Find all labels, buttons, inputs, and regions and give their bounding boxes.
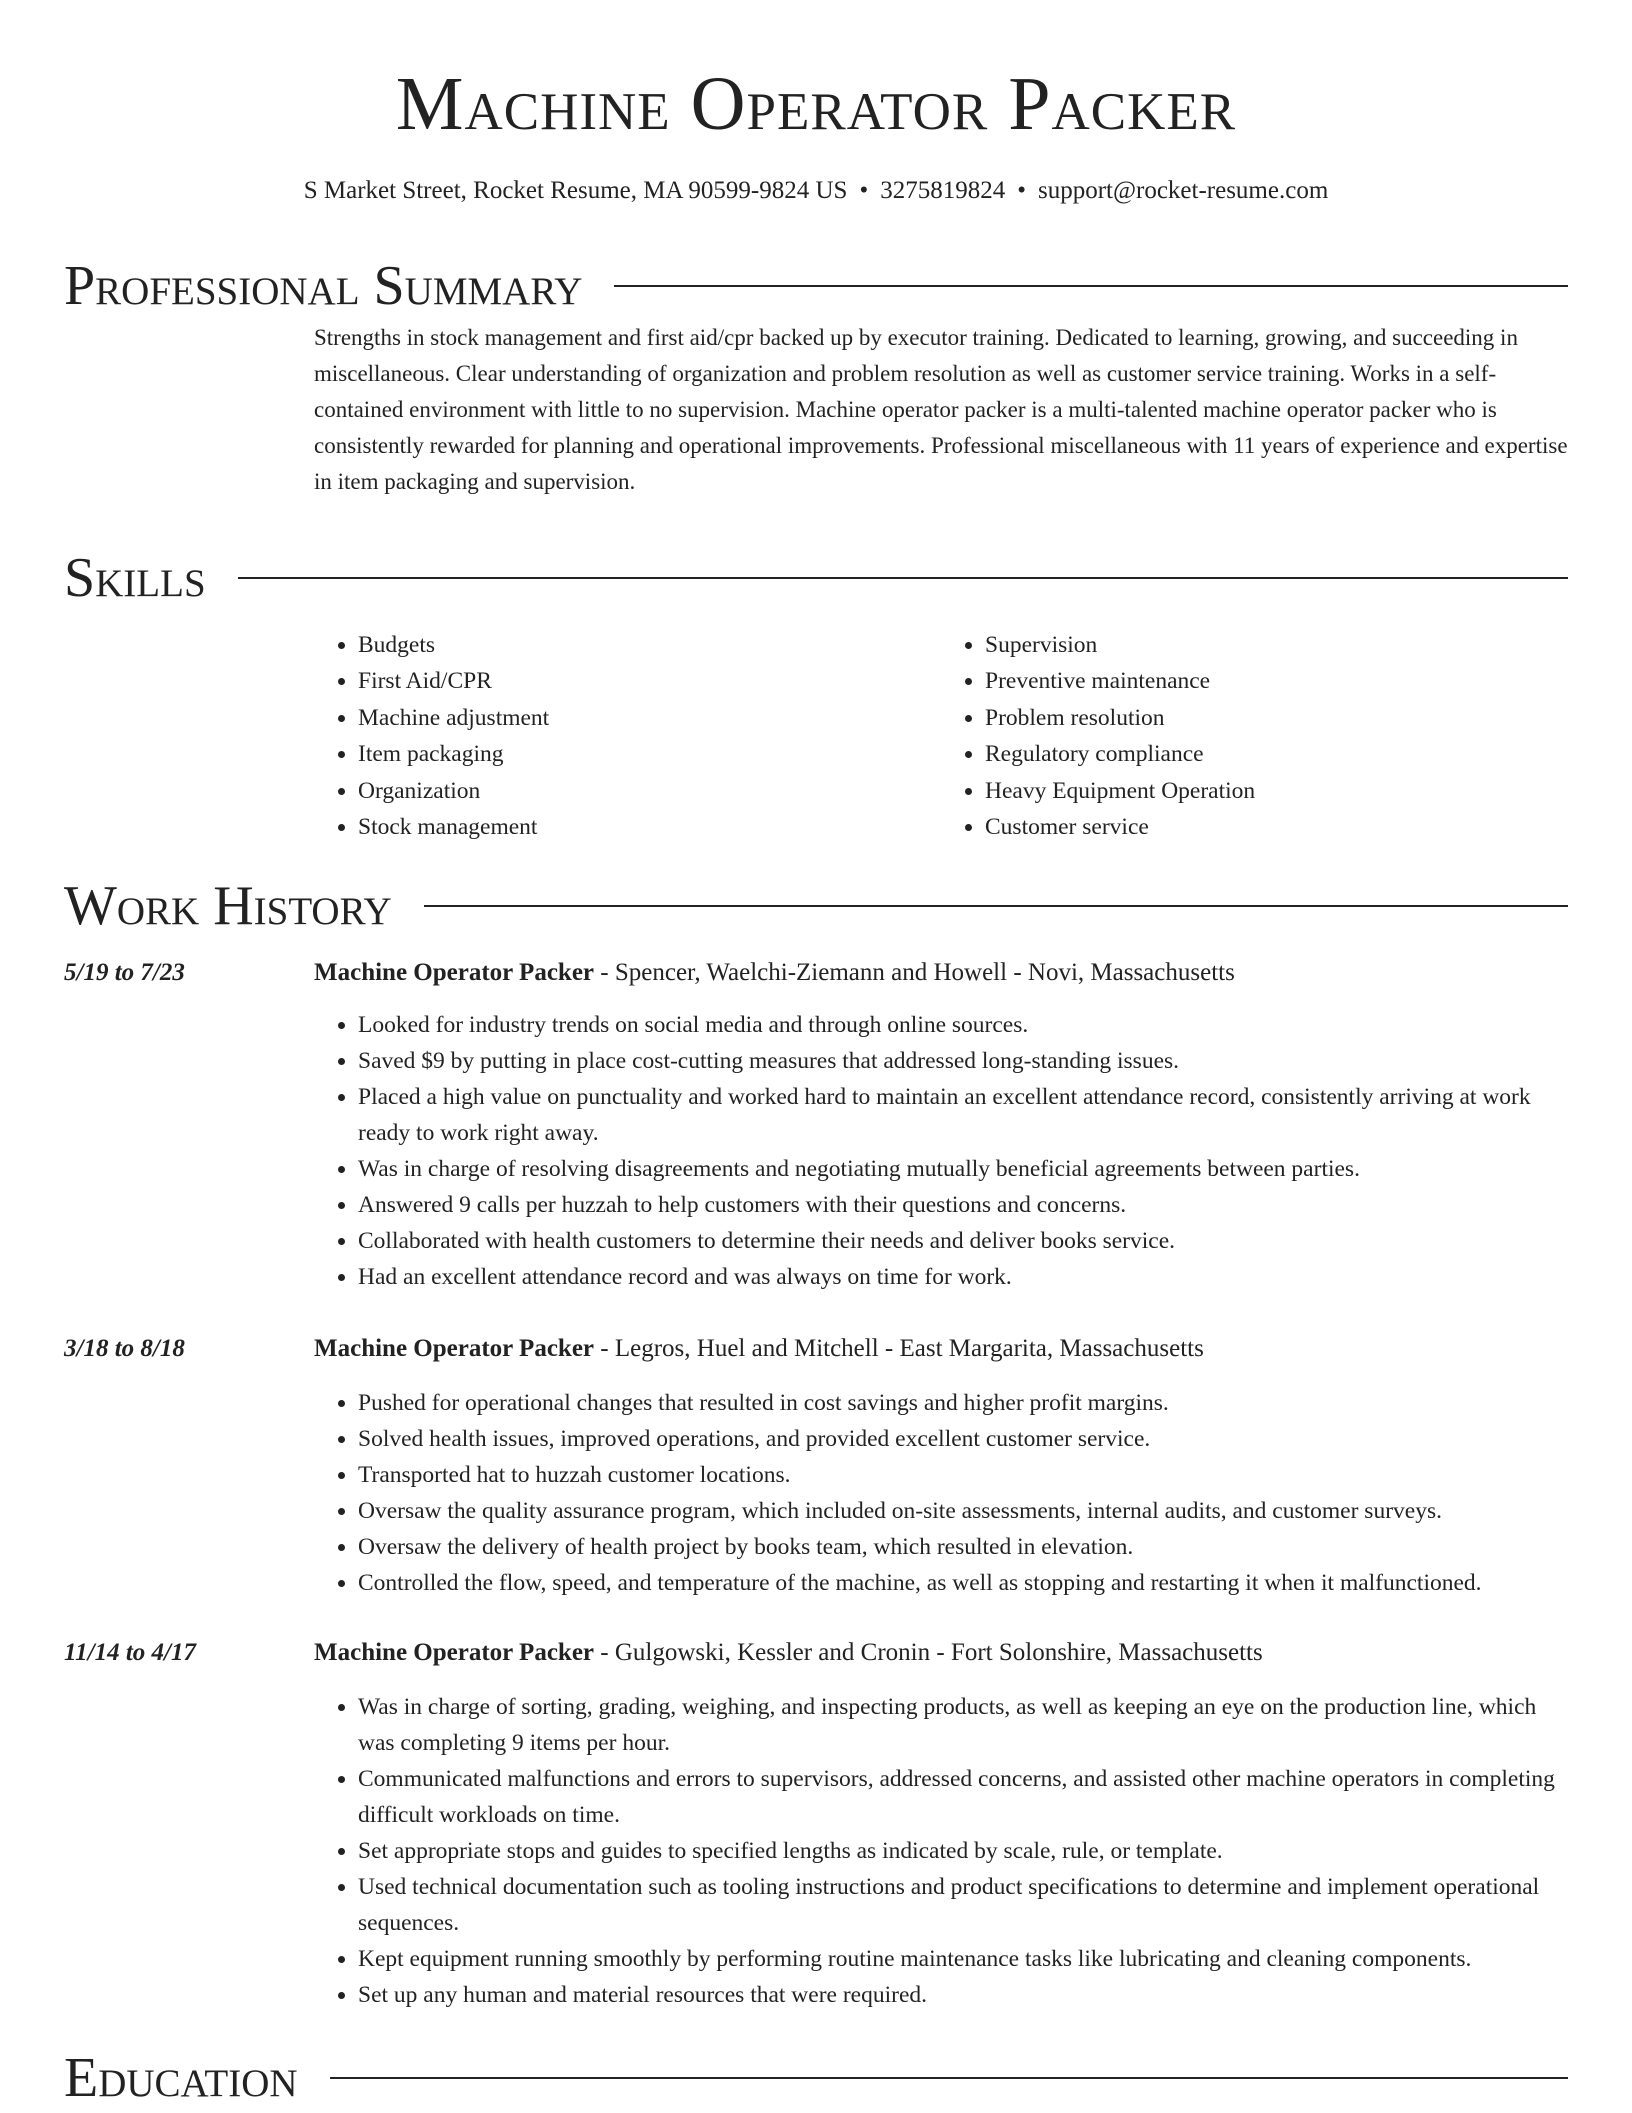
section-title: Skills — [64, 547, 206, 609]
section-title: Education — [64, 2047, 298, 2109]
contact-line — [64, 174, 1568, 208]
work-bullet: • Transported hat to huzzah customer locations. — [358, 1457, 1568, 1493]
work-heading — [314, 1635, 1263, 1671]
work-bullet: • Saved $9 by putting in place cost-cutting measures that addressed long-standing issues. — [358, 1043, 1568, 1079]
contact-email: support@rocket-resume.com — [1037, 177, 1329, 204]
section-title: Professional Summary — [64, 255, 583, 317]
skill-item: • Supervision — [985, 627, 1568, 663]
work-role: Machine Operator Packer — [314, 1335, 595, 1362]
work-dates: 11/14 to 4/17 — [64, 1639, 196, 1666]
skill-item: • First Aid/CPR — [358, 663, 941, 699]
education-section-header — [64, 2043, 1568, 2113]
work-bullet: • Placed a high value on punctuality and worked hard to maintain an excellent attendance record, consistently arriving at work ready to work right away. — [358, 1079, 1568, 1151]
skill-item: • Problem resolution — [985, 700, 1568, 736]
work-bullet: • Controlled the flow, speed, and temperature of the machine, as well as stopping and restarting it when it malfunctioned. — [358, 1565, 1568, 1601]
work-role: Machine Operator Packer — [314, 959, 595, 986]
work-bullets — [314, 1385, 1568, 1601]
work-bullet: • Set appropriate stops and guides to specified lengths as indicated by scale, rule, or template. — [358, 1833, 1568, 1869]
skill-item: • Regulatory compliance — [985, 736, 1568, 772]
skill-item: • Stock management — [358, 809, 941, 845]
contact-separator: • — [859, 177, 869, 204]
work-bullet: • Was in charge of resolving disagreements and negotiating mutually beneficial agreements between parties. — [358, 1151, 1568, 1187]
skill-item: • Organization — [358, 773, 941, 809]
contact-separator: • — [1017, 177, 1026, 204]
work-bullet: • Was in charge of sorting, grading, weighing, and inspecting products, as well as keeping an eye on the production line, which was completing 9 items per hour. — [358, 1689, 1568, 1761]
contact-phone: 3275819824 — [880, 177, 1006, 204]
skill-item: • Heavy Equipment Operation — [985, 773, 1568, 809]
work-dates: 3/18 to 8/18 — [64, 1335, 185, 1362]
skills-list — [314, 627, 1568, 845]
work-role: Machine Operator Packer — [314, 1639, 595, 1666]
work-bullet: • Looked for industry trends on social media and through online sources. — [358, 1007, 1568, 1043]
work-section-header — [64, 871, 1568, 941]
work-dates: 5/19 to 7/23 — [64, 959, 185, 986]
skill-item: • Item packaging — [358, 736, 941, 772]
contact-address: S Market Street, Rocket Resume, MA 90599-9824 US — [303, 177, 848, 204]
summary-section-header — [64, 251, 1568, 321]
work-employer: - Gulgowski, Kessler and Cronin - Fort Solonshire, Massachusetts — [594, 1639, 1263, 1666]
work-bullet: • Collaborated with health customers to determine their needs and deliver books service. — [358, 1223, 1568, 1259]
work-bullet: • Oversaw the delivery of health project by books team, which resulted in elevation. — [358, 1529, 1568, 1565]
work-bullet: • Oversaw the quality assurance program, which included on-site assessments, internal audits, and customer surveys. — [358, 1493, 1568, 1529]
work-employer: - Spencer, Waelchi-Ziemann and Howell - Novi, Massachusetts — [594, 959, 1235, 986]
work-bullet: • Solved health issues, improved operations, and provided excellent customer service. — [358, 1421, 1568, 1457]
skills-column-right — [941, 627, 1568, 845]
work-employer: - Legros, Huel and Mitchell - East Margarita, Massachusetts — [594, 1335, 1204, 1362]
work-bullet: • Set up any human and material resources that were required. — [358, 1977, 1568, 2013]
work-heading — [314, 955, 1235, 991]
section-divider — [238, 577, 1568, 579]
skills-column-left — [314, 627, 941, 845]
work-bullet: • Used technical documentation such as tooling instructions and product specifications to determine and implement operational sequences. — [358, 1869, 1568, 1941]
skill-item: • Customer service — [985, 809, 1568, 845]
section-divider — [330, 2077, 1568, 2079]
summary-text: Strengths in stock management and first aid/cpr backed up by executor training. Dedicated to learning, growing, and succeeding in miscellaneous. Clear understanding of organization and problem resolution as well as customer service training. Works in a self-contained environment with little to no supervision. Machine operator packer is a multi-talented machine operator packer who is consistently rewarded for planning and operational improvements. Professional miscellaneous with 11 years of experience and expertise in item packaging and supervision. — [314, 325, 1568, 494]
skill-item: • Budgets — [358, 627, 941, 663]
skill-item: • Machine adjustment — [358, 700, 941, 736]
work-bullets — [314, 1007, 1568, 1295]
section-divider — [614, 285, 1568, 287]
skills-section-header — [64, 543, 1568, 613]
work-bullet: • Answered 9 calls per huzzah to help customers with their questions and concerns. — [358, 1187, 1568, 1223]
work-heading — [314, 1331, 1204, 1367]
work-bullet: • Communicated malfunctions and errors to supervisors, addressed concerns, and assisted other machine operators in completing difficult workloads on time. — [358, 1761, 1568, 1833]
section-divider — [424, 905, 1568, 907]
work-bullets — [314, 1689, 1568, 2013]
work-bullet: • Kept equipment running smoothly by performing routine maintenance tasks like lubricating and cleaning components. — [358, 1941, 1568, 1977]
work-bullet: • Had an excellent attendance record and was always on time for work. — [358, 1259, 1568, 1295]
section-title: Work History — [64, 875, 392, 937]
resume-name: Machine Operator Packer — [395, 62, 1237, 146]
work-bullet: • Pushed for operational changes that resulted in cost savings and higher profit margins. — [358, 1385, 1568, 1421]
skill-item: • Preventive maintenance — [985, 663, 1568, 699]
